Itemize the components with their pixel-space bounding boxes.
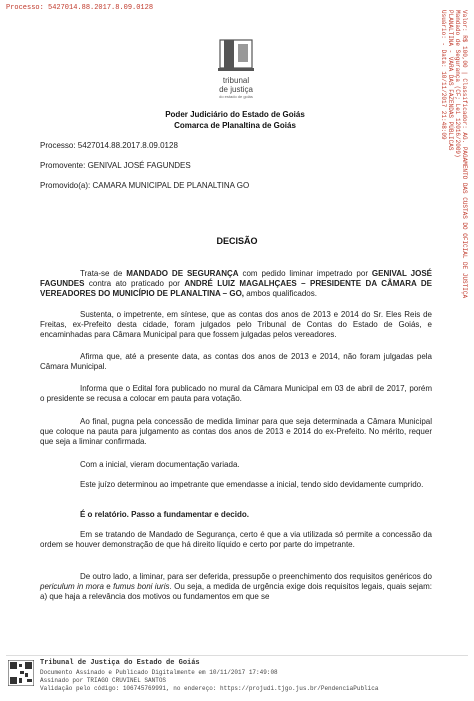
paragraph-5: Ao final, pugna pela concessão de medida liminar para que seja determinada a Câmara Municipal que coloque na pauta para julgamento as contas dos anos de 2013 e 2014 do ex-Prefeito. No mérito, requer que seja a liminar confirmada.: [40, 417, 432, 446]
paragraph-9: Em se tratando de Mandado de Segurança, certo é que a via utilizada só permite a concessão da ordem se houver demonstração de que há direito líquido e certo por parte do impetrante.: [40, 530, 432, 549]
logo-line2: de justiça: [219, 85, 253, 94]
qr-code-icon: [8, 660, 34, 686]
paragraph-1: Trata-se de MANDADO DE SEGURANÇA com pedido liminar impetrado por GENIVAL JOSÉ FAGUNDES contra ato praticado por ANDRÉ LUIZ MAGALHÇAES – PRESIDENTE DA CÂMARA DE VEREADORES DO MUNICÍPIO DE PLANALTINA – GO, ambos qualificados.: [40, 269, 432, 298]
process-stamp: Processo: 5427014.88.2017.8.09.0128: [6, 4, 154, 12]
header-line1: Poder Judiciário do Estado de Goiás: [165, 110, 305, 119]
field-processo: Processo: 5427014.88.2017.8.09.0128: [40, 141, 178, 150]
footer-line1: Documento Assinado e Publicado Digitalmente em 10/11/2017 17:49:08: [40, 669, 278, 676]
logo-line1: tribunal: [222, 76, 250, 85]
document-title: DECISÃO: [216, 236, 258, 246]
paragraph-7: Este juízo determinou ao impetrante que emendasse a inicial, tendo sido devidamente cumprido.: [80, 480, 424, 489]
paragraph-4: Informa que o Edital fora publicado no mural da Câmara Municipal em 03 de abril de 2017, porém o presidente se recusa a colocar em pauta para votação.: [40, 384, 432, 403]
paragraph-2: Sustenta, o impetrente, em síntese, que as contas dos anos de 2013 e 2014 do Sr. Eles Reis de Freitas, ex-Prefeito desta cidade, foram julgados pelo Tribunal de Contas do Estado de Goiás, e encaminhadas para Câmara Municipal para que fossem julgadas pelos vereadores.: [40, 310, 432, 339]
header-line2: Comarca de Planaltina de Goiás: [174, 121, 296, 130]
paragraph-10: De outro lado, a liminar, para ser deferida, pressupõe o preenchimento dos requisitos genéricos do periculum in mora e fumus boni iuris. Ou seja, a medida de urgência exige dois requisitos legais, quais sejam: a) que haja a relevância dos motivos ou fundamentos em que se: [40, 572, 433, 601]
footer-title: Tribunal de Justiça do Estado de Goiás: [40, 659, 200, 667]
footer-line3: Validação pelo código: 106745769991, no endereço: https://projudi.tjgo.jus.br/PendenciaPublica: [40, 685, 379, 692]
logo-subtitle: do estado de goiás: [219, 94, 253, 99]
tribunal-logo-icon: [216, 38, 256, 72]
field-promovente: Promovente: GENIVAL JOSÉ FAGUNDES: [40, 161, 191, 170]
paragraph-3: Afirma que, até a presente data, as contas dos anos de 2013 e 2014, não foram julgadas pela Câmara Municipal.: [40, 352, 432, 371]
side-stamp: [440, 10, 470, 310]
logo-text: [196, 76, 276, 94]
paragraph-6: Com a inicial, vieram documentação variada.: [80, 460, 240, 469]
field-promovido: Promovido(a): CAMARA MUNICIPAL DE PLANALTINA GO: [40, 181, 250, 190]
side-stamp-text: Valor: R$ 100,00 | Classificador: AG. PAGAMENTO DAS CUSTAS DO OFICIAL DE JUSTIÇA Mandado de Segurança (CF; Lei 12016/2009) PLANALTINA - VARA DAS FAZENDAS PÚBLICAS Usuário: - Data: 10/11/2017 21:48:09: [440, 10, 468, 299]
footer-line2: Assinado por TRIAGO CRUVINEL SANTOS: [40, 677, 167, 684]
paragraph-8: É o relatório. Passo a fundamentar e decido.: [80, 510, 249, 519]
